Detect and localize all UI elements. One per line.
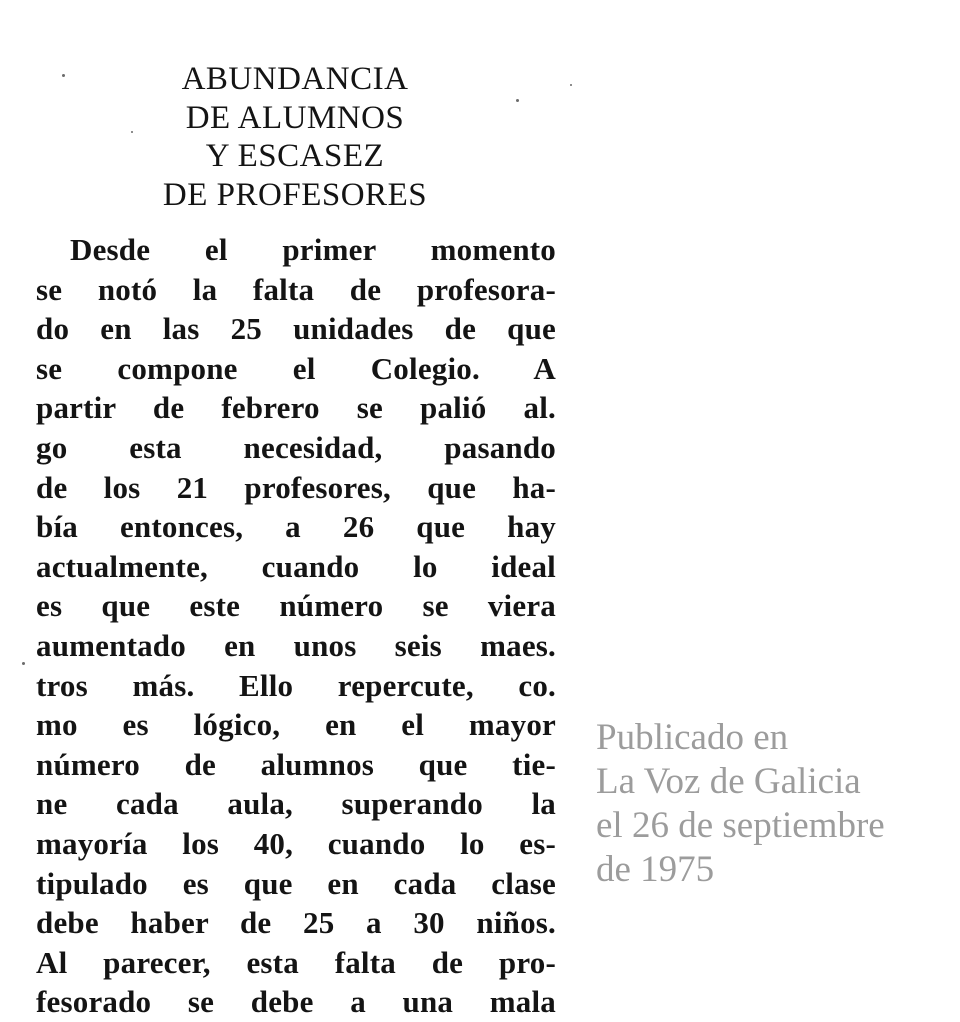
article-text-line: se compone el Colegio. A	[36, 350, 556, 386]
article-text-line: Desde el primer momento	[70, 232, 556, 267]
caption-line: La Voz de Galicia	[596, 761, 861, 802]
headline-line: ABUNDANCIA	[181, 61, 409, 97]
article-text-line: se notó la falta de profesora-	[36, 271, 556, 307]
article-body	[36, 230, 556, 1022]
print-speck	[570, 84, 572, 86]
article-text-line: de los 21 profesores, que ha-	[36, 469, 556, 505]
article-text-line: Al parecer, esta falta de pro-	[36, 944, 556, 980]
article-text-line: go esta necesidad, pasando	[36, 429, 556, 465]
publication-caption	[596, 716, 960, 892]
print-speck	[516, 99, 519, 102]
caption-line: el 26 de septiembre	[596, 805, 885, 846]
article-text-line: bía entonces, a 26 que hay	[36, 509, 556, 545]
article-text-line: fesorado se debe a una mala	[36, 984, 556, 1020]
article-text-line: tros más. Ello repercute, co.	[36, 667, 556, 703]
caption-line: Publicado en	[596, 717, 789, 758]
article-text-line: tipulado es que en cada clase	[36, 865, 556, 901]
article-text-line: mayoría los 40, cuando lo es-	[36, 825, 556, 861]
article-text-line: mo es lógico, en el mayor	[36, 707, 556, 743]
article-text-line: aumentado en unos seis maes.	[36, 627, 556, 663]
article-text-line: número de alumnos que tie-	[36, 746, 556, 782]
article-text-line: debe haber de 25 a 30 niños.	[36, 905, 556, 941]
headline-line: DE ALUMNOS	[185, 99, 405, 136]
print-speck	[22, 662, 25, 665]
caption-line: de 1975	[596, 849, 715, 890]
article-text-line: actualmente, cuando lo ideal	[36, 548, 556, 584]
article-text-line: do en las 25 unidades de que	[36, 311, 556, 347]
article-text-line: es que este número se viera	[36, 588, 556, 624]
article-headline	[100, 60, 490, 214]
headline-line: DE PROFESORES	[162, 176, 428, 213]
print-speck	[62, 74, 65, 77]
article-text-line: partir de febrero se palió al.	[36, 390, 556, 426]
headline-line: Y ESCASEZ	[205, 138, 385, 175]
article-text-line: ne cada aula, superando la	[36, 786, 556, 822]
